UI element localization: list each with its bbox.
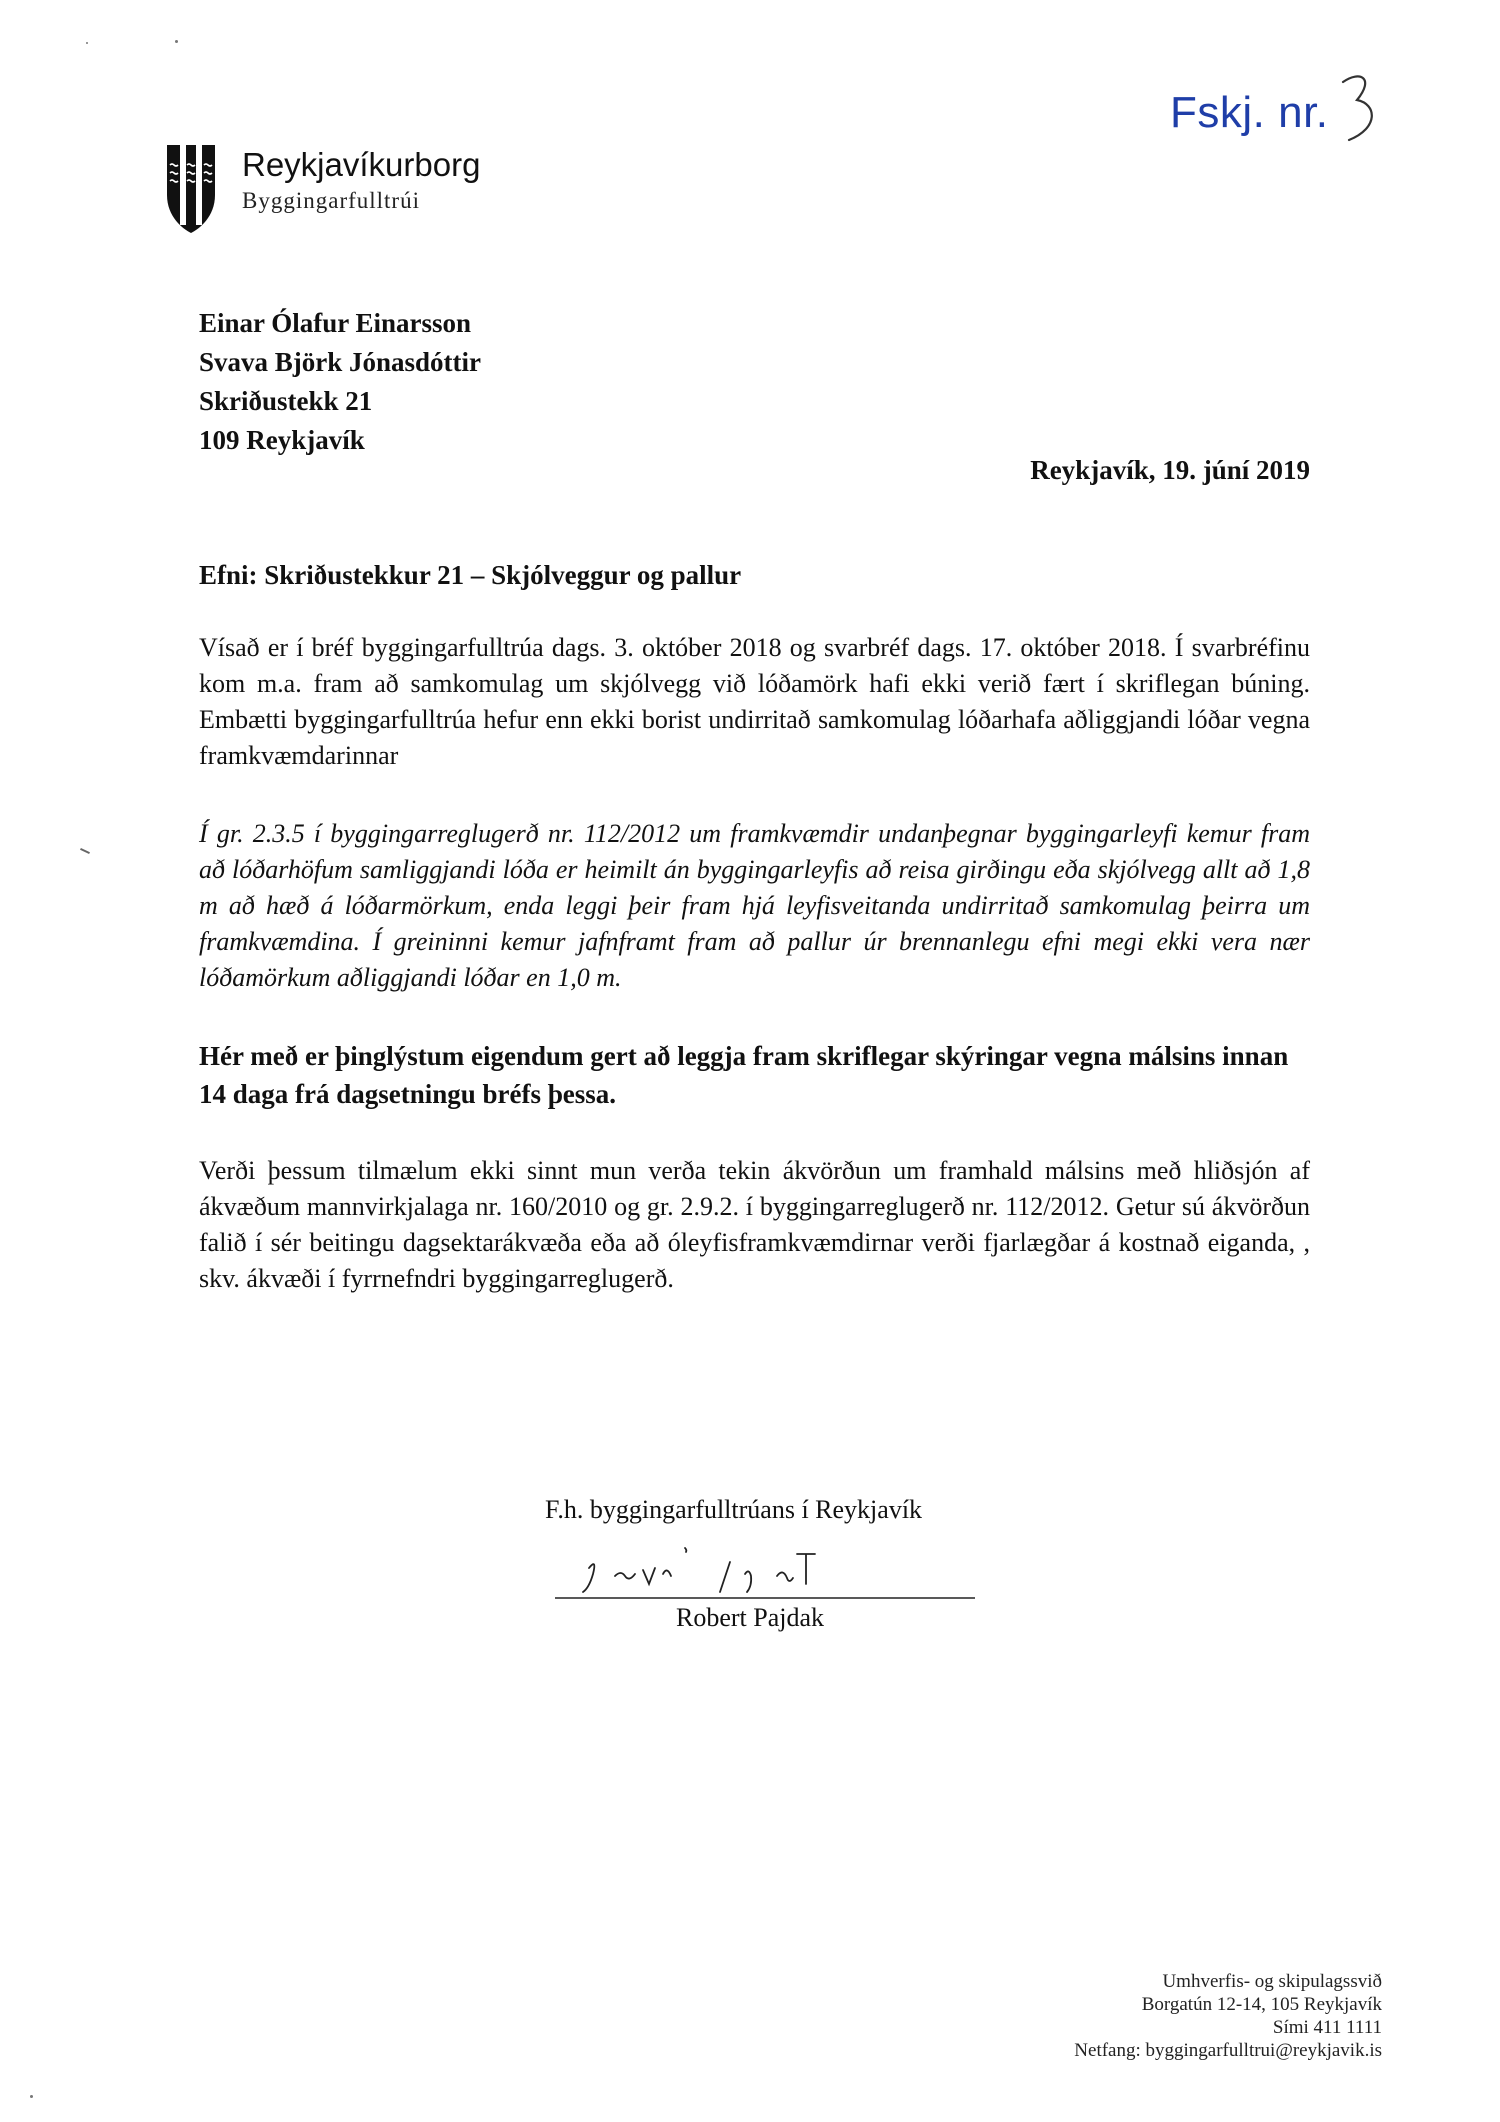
signatory-name: Robert Pajdak [676, 1603, 825, 1632]
scan-speck [30, 2095, 33, 2098]
scan-speck [86, 42, 88, 44]
signature-on-behalf: F.h. byggingarfulltrúans í Reykjavík [545, 1495, 923, 1524]
handwritten-signature [555, 1540, 975, 1610]
footer-division: Umhverfis- og skipulagssvið [1162, 1971, 1382, 1992]
scan-speck [175, 40, 178, 43]
department-name: Byggingarfulltrúi [242, 188, 420, 213]
body-paragraph-4-consequences: Verði þessum tilmælum ekki sinnt mun verða tekin ákvörðun um framhald málsins með hliðsjón af ákvæðum mannvirkjalaga nr. 160/2010 og gr. 2.9.2. í byggingarreglugerð nr. 112/2012. Getur sú ákvörðun falið í sér beitingu dagsektarákvæða eða að óleyfisframkvæmdirnar verði fjarlægðar á kostnað eiganda, , skv. ákvæði í fyrrnefndri byggingarreglugerð. [199, 1156, 1310, 1293]
footer-phone: Sími 411 1111 [1272, 2017, 1382, 2038]
recipient-line: 109 Reykjavík [199, 425, 365, 455]
scan-mark [80, 848, 90, 854]
recipient-line: Skriðustekk 21 [199, 386, 373, 416]
recipient-line: Einar Ólafur Einarsson [199, 308, 472, 338]
body-paragraph-3-demand: Hér með er þinglýstum eigendum gert að leggja fram skriflegar skýringar vegna málsins innan 14 daga frá dagsetningu bréfs þessa. [199, 1041, 1289, 1109]
stamp-handwritten-number [1335, 70, 1385, 150]
recipient-line: Svava Björk Jónasdóttir [199, 347, 482, 377]
stamp-label: Fskj. nr. [1170, 88, 1329, 137]
letter-subject: Efni: Skriðustekkur 21 – Skjólveggur og pallur [199, 560, 742, 590]
body-paragraph-1: Vísað er í bréf byggingarfulltrúa dags. 3. október 2018 og svarbréf dags. 17. október 2018. Í svarbréfinu kom m.a. fram að samkomulag um skjólvegg við lóðamörk hafi ekki verið fært í skriflegan búning. Embætti byggingarfulltrúa hefur enn ekki borist undirritað samkomulag lóðarhafa aðliggjandi lóðar vegna framkvæmdarinnar [199, 633, 1310, 770]
footer-email: Netfang: byggingarfulltrui@reykjavik.is [1074, 2040, 1382, 2061]
footer-address: Borgatún 12-14, 105 Reykjavík [1141, 1994, 1382, 2015]
attachment-stamp [1170, 88, 1329, 138]
organization-name: Reykjavíkurborg [242, 146, 481, 183]
footer-contact [1074, 1970, 1382, 2062]
recipient-address [199, 304, 481, 460]
body-paragraph-2-regulation-quote: Í gr. 2.3.5 í byggingarreglugerð nr. 112/2012 um framkvæmdir undanþegnar byggingarleyfi kemur fram að lóðarhöfum samliggjandi lóða er heimilt án byggingarleyfis að reisa girðingu eða skjólvegg allt að 1,8 m að hæð á lóðarmörkum, enda leggi þeir fram hjá leyfisveitanda undirritað samkomulag þeirra um framkvæmdina. Í greininni kemur jafnframt fram að pallur úr brennanlegu efni megi ekki vera nær lóðamörkum aðliggjandi lóðar en 1,0 m. [199, 819, 1310, 992]
reykjavik-crest-logo [165, 143, 217, 235]
letter-date: Reykjavík, 19. júní 2019 [1030, 455, 1310, 485]
